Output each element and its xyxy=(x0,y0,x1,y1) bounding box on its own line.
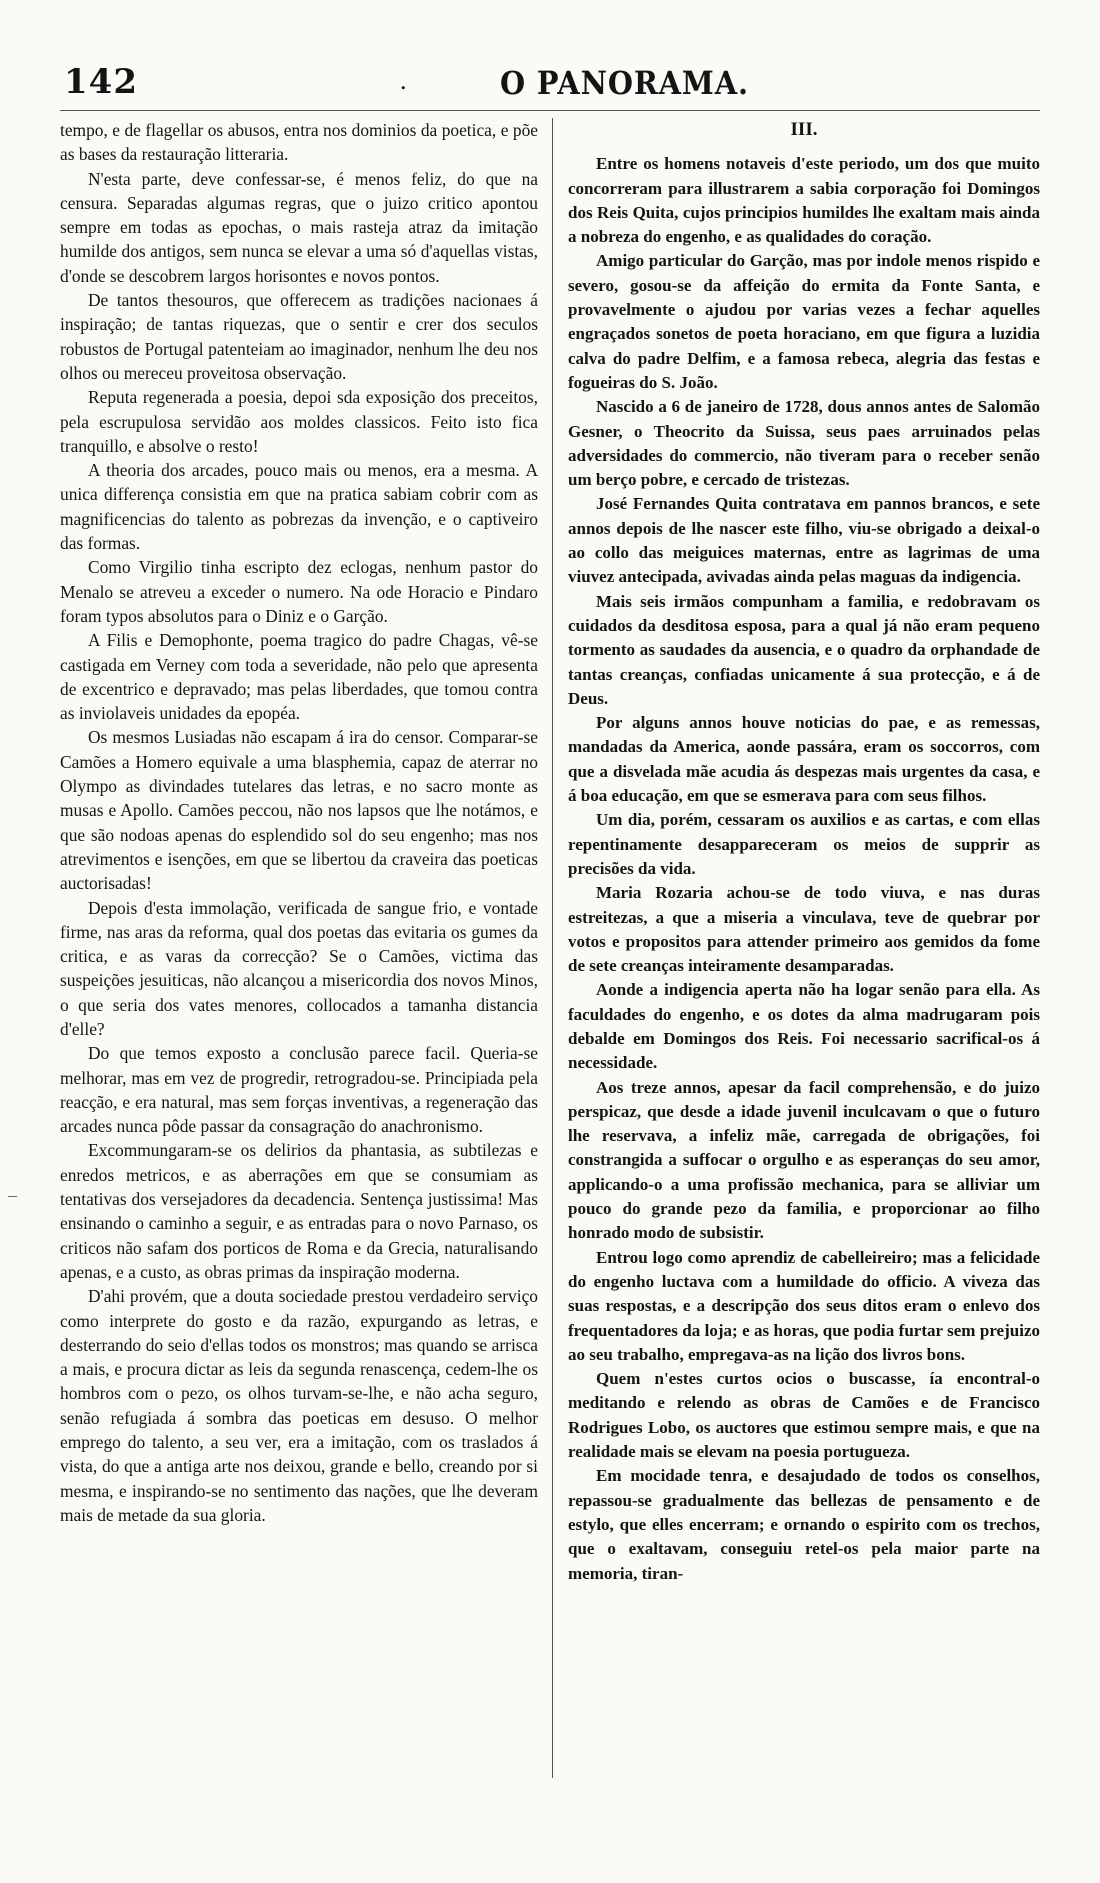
paragraph: Do que temos exposto a conclusão parece facil. Queria-se melhorar, mas em vez de progredir, retrogradou-se. Principiada pela reacção, e era natural, mas sem forças inventivas, a regeneração das arcades nunca pôde passar da consagração do anachronismo. xyxy=(60,1043,538,1137)
header-separator: . xyxy=(400,66,407,95)
paragraph: Como Virgilio tinha escripto dez eclogas, nenhum pastor do Menalo se atreveu a exceder o numero. Na ode Horacio e Pindaro foram typos absolutos para o Diniz e o Garção. xyxy=(60,557,538,626)
paragraph: A theoria dos arcades, pouco mais ou menos, era a mesma. A unica differença consistia em que na pratica sabiam cobrir com as magnificencias do talento as pobrezas da invenção, e o captiveiro das formas. xyxy=(60,460,538,554)
paragraph: Depois d'esta immolação, verificada de sangue frio, e vontade firme, nas aras da reforma, qual dos poetas das evitaria os gumes da critica, e as varas da correcção? Se o Camões, victima das suspeições jesuiticas, não alcançou a misericordia dos novos Minos, o que seria dos vates menores, collocados a tamanha distancia d'elle? xyxy=(60,897,538,1039)
page-number: 142 xyxy=(64,62,138,102)
paragraph: Aonde a indigencia aperta não ha logar senão para ella. As faculdades do engenho, e os dotes da alma madrugaram pois debalde em Domingos dos Reis. Foi necessario sacrifical-os á necessidade. xyxy=(568,980,1040,1073)
header-rule xyxy=(60,110,1040,111)
paragraph: Excommungaram-se os delirios da phantasia, as subtilezas e enredos metricos, e as aberrações em que se consumiam as tentativas dos versejadores da decadencia. Sentença justissima! Mas ensinando o caminho a seguir, e as entradas para o novo Parnaso, os criticos não safam dos porticos de Roma e da Grecia, naturalisando apenas, e a custo, as obras primas da inspiração moderna. xyxy=(60,1140,538,1282)
paragraph: Os mesmos Lusiadas não escapam á ira do censor. Comparar-se Camões a Homero equivale a uma blasphemia, capaz de aterrar no Olympo as divindades tutelares das letras, e no sacro monte as musas e Apollo. Camões peccou, não nos lapsos que lhe notámos, e que são nodoas apenas do esplendido sol do seu engenho; mas nos atrevimentos e isenções, em que se libertou da craveira das poeticas auctorisadas! xyxy=(60,727,538,894)
paragraph: Reputa regenerada a poesia, depoi sda exposição dos preceitos, pela escrupulosa servidão aos moldes classicos. Feito isto fica tranquillo, e absolve o resto! xyxy=(60,387,538,456)
paragraph: Entre os homens notaveis d'este periodo, um dos que muito concorreram para illustrarem a sabia corporação foi Domingos dos Reis Quita, cujos principios humildes lhe exaltam mais ainda a nobreza do engenho, e as qualidades do coração. xyxy=(568,154,1040,247)
paragraph: Por alguns annos houve noticias do pae, e as remessas, mandadas da America, aonde passára, eram os soccorros, com que a disvelada mãe acudia ás despezas mais urgentes da casa, e á boa educação, em que se esmerava para com seus filhos. xyxy=(568,713,1040,806)
paragraph: Maria Rozaria achou-se de todo viuva, e nas duras estreitezas, a que a miseria a vinculava, teve de quebrar por votos e propositos para attender primeiro aos gemidos da fome de sete creanças inteiramente desamparadas. xyxy=(568,883,1040,976)
journal-title: O PANORAMA. xyxy=(500,64,749,102)
page-header xyxy=(60,62,1040,102)
paragraph: José Fernandes Quita contratava em pannos brancos, e sete annos depois de lhe nascer este filho, viu-se obrigado a deixal-o ao collo das meiguices maternas, entre as lagrimas de uma viuvez antecipada, avivadas ainda pelas maguas da indigencia. xyxy=(568,494,1040,587)
paragraph: Quem n'estes curtos ocios o buscasse, ía encontral-o meditando e relendo as obras de Camões e de Francisco Rodrigues Lobo, os auctores que estimou sempre mais, e que na realidade mais se elevam na poesia portugueza. xyxy=(568,1369,1040,1462)
column-divider xyxy=(552,118,553,1778)
paragraph: Mais seis irmãos compunham a familia, e redobravam os cuidados da desditosa esposa, para a qual já não eram pequeno tormento as saudades da ausencia, e o quadro da orphandade de tantas creanças, confiadas unicamente á sua protecção, e á de Deus. xyxy=(568,591,1040,708)
left-column xyxy=(60,118,538,1527)
margin-mark: – xyxy=(8,1185,17,1205)
paragraph: Entrou logo como aprendiz de cabelleireiro; mas a felicidade do engenho luctava com a humildade do officio. A viveza das suas respostas, e a descripção dos seus ditos eram o enlevo dos frequentadores da loja; e as horas, que podia furtar sem prejuizo ao seu trabalho, empregava-as na lição dos livros bons. xyxy=(568,1247,1040,1364)
paragraph: De tantos thesouros, que offerecem as tradições nacionaes á inspiração; de tantas riquezas, que o sentir e crer dos seculos robustos de Portugal patenteiam ao imaginador, nenhum lhe deu nos olhos ou mereceu proveitosa observação. xyxy=(60,290,538,383)
right-column xyxy=(568,118,1040,1586)
paragraph: A Filis e Demophonte, poema tragico do padre Chagas, vê-se castigada em Verney com toda a severidade, não pelo que apresenta de excentrico e depravado; mas pelas liberdades, que tomou contra as inviolaveis unidades da epopéa. xyxy=(60,630,538,724)
section-heading: III. xyxy=(790,119,818,140)
paragraph: Amigo particular do Garção, mas por indole menos rispido e severo, gosou-se da affeição do ermita da Fonte Santa, e provavelmente o ajudou por varias vezes a fechar aquelles engraçados sonetos de poeta horaciano, em que figura a luzidia calva do padre Delfim, e a famosa rebeca, alegria das festas e fogueiras do S. João. xyxy=(568,251,1040,392)
paragraph: D'ahi provém, que a douta sociedade prestou verdadeiro serviço como interprete do gosto e da razão, expurgando as letras, e desterrando do seio d'ellas todos os monstros; mas quando se arrisca a mais, e procura dictar as leis da segunda renascença, cedem-lhe os hombros com o pezo, os olhos turvam-se-lhe, e não acha seguro, senão refugiada á sombra das poeticas em desuso. O melhor emprego do talento, a seu ver, era a imitação, com os traslados á vista, do que a antiga arte nos deixou, grande e bello, creando por si mesma, e inspirando-se no sentimento das nações, que lhe deveram mais de metade da sua gloria. xyxy=(60,1286,538,1525)
paragraph: Um dia, porém, cessaram os auxilios e as cartas, e com ellas repentinamente desappareceram os meios de supprir as precisões da vida. xyxy=(568,810,1040,878)
paragraph: Nascido a 6 de janeiro de 1728, dous annos antes de Salomão Gesner, o Theocrito da Suissa, seus paes arruinados pelas adversidades do commercio, não tiveram para o receber senão um berço pobre, e cercado de tristezas. xyxy=(568,397,1040,490)
paragraph: Aos treze annos, apesar da facil comprehensão, e do juizo perspicaz, que desde a idade juvenil inculcavam o que o futuro lhe reservava, a infeliz mãe, carregada de obrigações, foi constrangida a suffocar o orgulho e as esperanças do seu amor, applicando-o a uma profissão mechanica, para se alliviar um pouco do grande pezo da familia, e proporcionar ao filho honrado modo de subsistir. xyxy=(568,1077,1040,1243)
paragraph: tempo, e de flagellar os abusos, entra nos dominios da poetica, e põe as bases da restauração litteraria. xyxy=(60,120,538,165)
paragraph: Em mocidade tenra, e desajudado de todos os conselhos, repassou-se gradualmente das bellezas de pensamento e de estylo, que elles encerram; e ornando o espirito com os trechos, que o exaltavam, conseguiu retel-os pela maior parte na memoria, tiran- xyxy=(568,1466,1040,1583)
paragraph: N'esta parte, deve confessar-se, é menos feliz, do que na censura. Separadas algumas regras, que o juizo critico apontou sempre em todas as epochas, o mais rasteja atraz da imitação humilde dos antigos, sem nunca se elevar a uma só d'aquellas vistas, d'onde se descobrem largos horisontes e novos pontos. xyxy=(60,168,538,286)
